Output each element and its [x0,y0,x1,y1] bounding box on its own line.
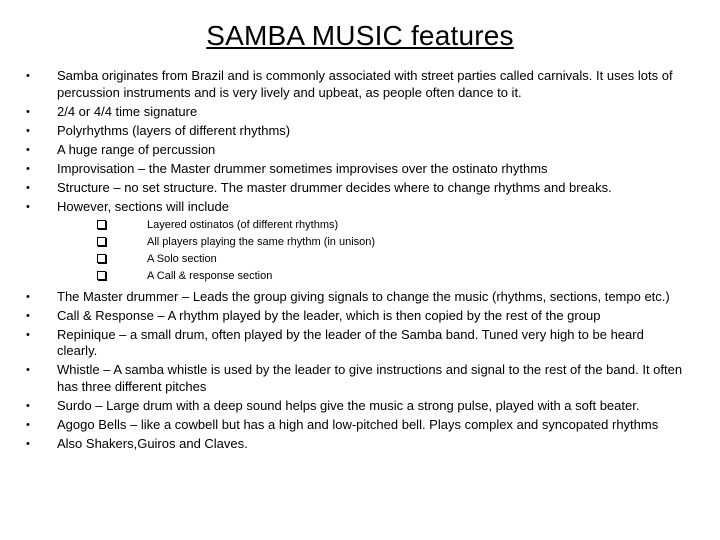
page-title: SAMBA MUSIC features [206,20,514,51]
list-item-text: 2/4 or 4/4 time signature [57,103,198,119]
list-item [26,68,686,101]
sublist-item [97,234,617,251]
sublist-item [97,217,617,234]
bullet-icon: • [26,364,30,377]
list-item-text: Call & Response – A rhythm played by the leader, which is then copied by the rest of the group [57,307,601,323]
list-item-text: Surdo – Large drum with a deep sound helps give the music a strong pulse, played with a soft beater. [57,397,640,413]
checkbox-square-icon [97,220,106,229]
list-item-text: Agogo Bells – like a cowbell but has a high and low-pitched bell. Plays complex and syncopated rhythms [57,417,659,433]
bullet-icon: • [26,399,30,412]
list-item [26,180,686,197]
list-item-text: The Master drummer – Leads the group giving signals to change the music (rhythms, sections, tempo etc.) [57,288,670,304]
bullet-icon: • [26,419,30,432]
sections-sublist-wrap [57,217,686,285]
bullet-icon: • [26,201,30,214]
list-item-text: A huge range of percussion [57,141,216,157]
sublist-item-text: Layered ostinatos (of different rhythms) [147,218,339,231]
list-item [26,436,686,453]
features-list [26,68,686,455]
sublist-item-text: A Call & response section [147,269,273,282]
bullet-icon: • [26,70,30,82]
bullet-icon: • [26,290,30,303]
sublist-item [97,251,617,268]
bullet-icon: • [26,438,30,451]
list-item [26,123,686,140]
list-item [26,142,686,159]
list-item [26,417,686,434]
sections-sublist [97,217,617,285]
checkbox-square-icon [97,271,106,280]
list-item-text: Polyrhythms (layers of different rhythms) [57,122,291,138]
list-item [26,308,686,325]
sublist-item-text: All players playing the same rhythm (in unison) [147,235,376,248]
list-item-text: Whistle – A samba whistle is used by the leader to give instructions and signal to the rest of the band. It often has three different pitches [57,362,683,394]
list-item-text: Repinique – a small drum, often played by the leader of the Samba band. Tuned very high to be heard clearly. [57,326,644,359]
list-item [26,398,686,415]
list-item [26,199,686,285]
list-item-text: Samba originates from Brazil and is commonly associated with street parties called carnivals. It uses lots of percussion instruments and is very lively and upbeat, as people often dance to it. [57,68,673,100]
sublist-item-text: A Solo section [147,252,217,265]
checkbox-square-icon [97,254,106,263]
list-item [26,289,686,306]
list-item [26,104,686,121]
bullet-icon: • [26,162,30,175]
list-item-text: Also Shakers,Guiros and Claves. [57,436,248,452]
bullet-icon: • [26,105,30,118]
bullet-icon: • [26,309,30,322]
bullet-icon: • [26,181,30,194]
bullet-icon: • [26,143,30,156]
list-item [26,362,686,395]
list-item-text: Structure – no set structure. The master drummer decides where to change rhythms and breaks. [57,179,612,195]
list-item [26,327,686,360]
list-item-text: However, sections will include [57,199,229,215]
bullet-icon: • [26,328,30,341]
checkbox-square-icon [97,237,106,246]
list-item [26,161,686,178]
sublist-item [97,268,617,285]
list-item-text: Improvisation – the Master drummer sometimes improvises over the ostinato rhythms [57,160,548,176]
bullet-icon: • [26,124,30,137]
